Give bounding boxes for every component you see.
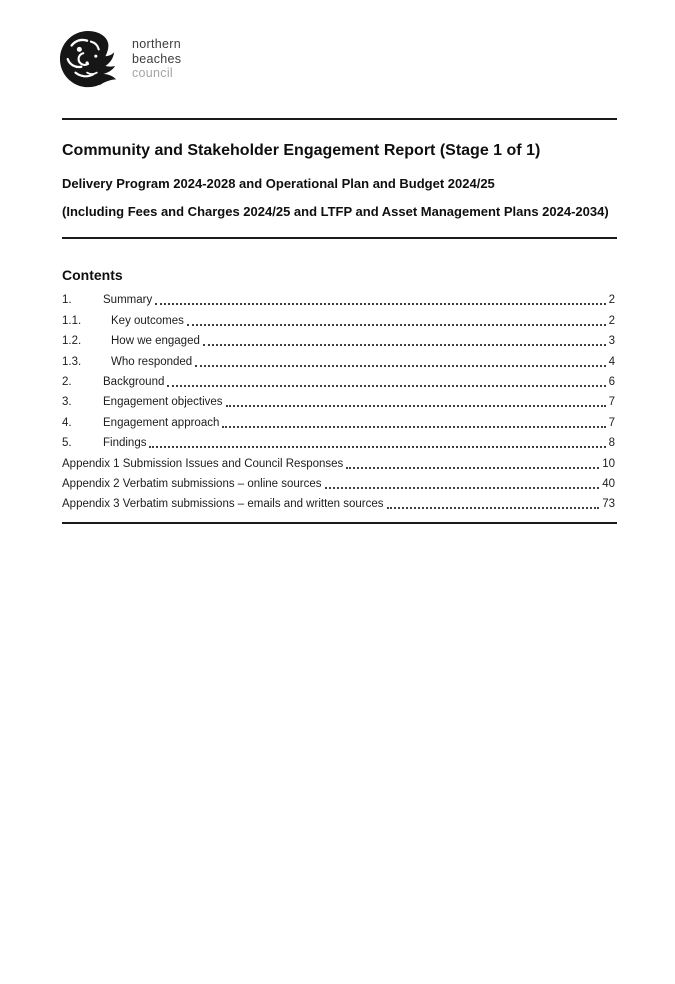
header-rule [62, 118, 617, 120]
table-of-contents [62, 266, 617, 511]
toc-entry-label: Engagement objectives [103, 396, 223, 409]
report-subtitle-secondary: (Including Fees and Charges 2024/25 and LTFP and Asset Management Plans 2024-2034) [62, 204, 609, 219]
toc-entry-number: 1. [62, 294, 72, 307]
toc-entry-number: 3. [62, 396, 72, 409]
toc-entry-number: 1.2. [62, 335, 82, 348]
toc-entry-label: Summary [103, 294, 153, 307]
toc-leader-dots [222, 426, 605, 428]
council-logo [57, 30, 617, 92]
toc-leader-dots [325, 487, 600, 489]
toc-entry[interactable] [62, 328, 617, 348]
report-subtitle: Delivery Program 2024-2028 and Operational Plan and Budget 2024/25 [62, 176, 495, 191]
toc-entry[interactable] [62, 471, 617, 491]
toc-leader-dots [187, 324, 606, 326]
toc-entry-label: Key outcomes [111, 314, 184, 327]
contents-bottom-rule [62, 522, 617, 524]
toc-entry-page: 4 [608, 355, 615, 368]
toc-leader-dots [203, 344, 606, 346]
toc-entry-page: 6 [608, 375, 615, 388]
toc-entry[interactable] [62, 409, 617, 429]
toc-leader-dots [155, 303, 605, 305]
logo-text-beaches: beaches [132, 51, 182, 66]
toc-entry[interactable] [62, 307, 617, 327]
title-bottom-rule [62, 237, 617, 239]
toc-entry-page: 8 [608, 437, 615, 450]
toc-leader-dots [149, 446, 605, 448]
council-logo-text [132, 37, 181, 81]
toc-entry[interactable] [62, 430, 617, 450]
contents-heading: Contents [62, 267, 123, 283]
report-title: Community and Stakeholder Engagement Report (Stage 1 of 1) [62, 142, 541, 159]
toc-entry-number: 1.3. [62, 355, 82, 368]
toc-entry-label: Appendix 1 Submission Issues and Council Responses [62, 457, 344, 470]
toc-entry-page: 10 [602, 457, 615, 470]
toc-entry-label: Findings [103, 437, 147, 450]
toc-leader-dots [226, 405, 606, 407]
toc-entry-page: 7 [608, 416, 615, 429]
toc-entry[interactable] [62, 369, 617, 389]
toc-entry-page: 3 [608, 335, 615, 348]
toc-entry[interactable] [62, 450, 617, 470]
document-page [0, 30, 675, 984]
toc-entry-label: Engagement approach [103, 416, 220, 429]
toc-leader-dots [387, 507, 600, 509]
toc-entry-page: 40 [602, 477, 615, 490]
logo-text-northern: northern [132, 37, 181, 51]
toc-entry-number: 5. [62, 437, 72, 450]
toc-leader-dots [195, 365, 605, 367]
logo-text-council: council [132, 66, 174, 80]
toc-leader-dots [167, 385, 605, 387]
toc-entry-page: 2 [608, 294, 615, 307]
toc-entry-page: 2 [608, 314, 615, 327]
toc-entry[interactable] [62, 491, 617, 511]
toc-entry-label: Who responded [111, 355, 193, 368]
toc-entry-label: Appendix 2 Verbatim submissions – online sources [62, 477, 322, 490]
toc-leader-dots [346, 467, 599, 469]
toc-entry-page: 73 [602, 498, 615, 511]
toc-entry[interactable] [62, 348, 617, 368]
toc-entry-number: 2. [62, 375, 72, 388]
toc-entry-page: 7 [608, 396, 615, 409]
toc-entry[interactable] [62, 389, 617, 409]
toc-list [62, 287, 617, 511]
toc-entry-number: 4. [62, 416, 72, 429]
toc-entry[interactable] [62, 287, 617, 307]
toc-entry-label: Background [103, 375, 165, 388]
council-emblem-icon [57, 30, 123, 92]
toc-entry-number: 1.1. [62, 314, 82, 327]
toc-entry-label: How we engaged [111, 335, 200, 348]
toc-entry-label: Appendix 3 Verbatim submissions – emails and written sources [62, 498, 384, 511]
